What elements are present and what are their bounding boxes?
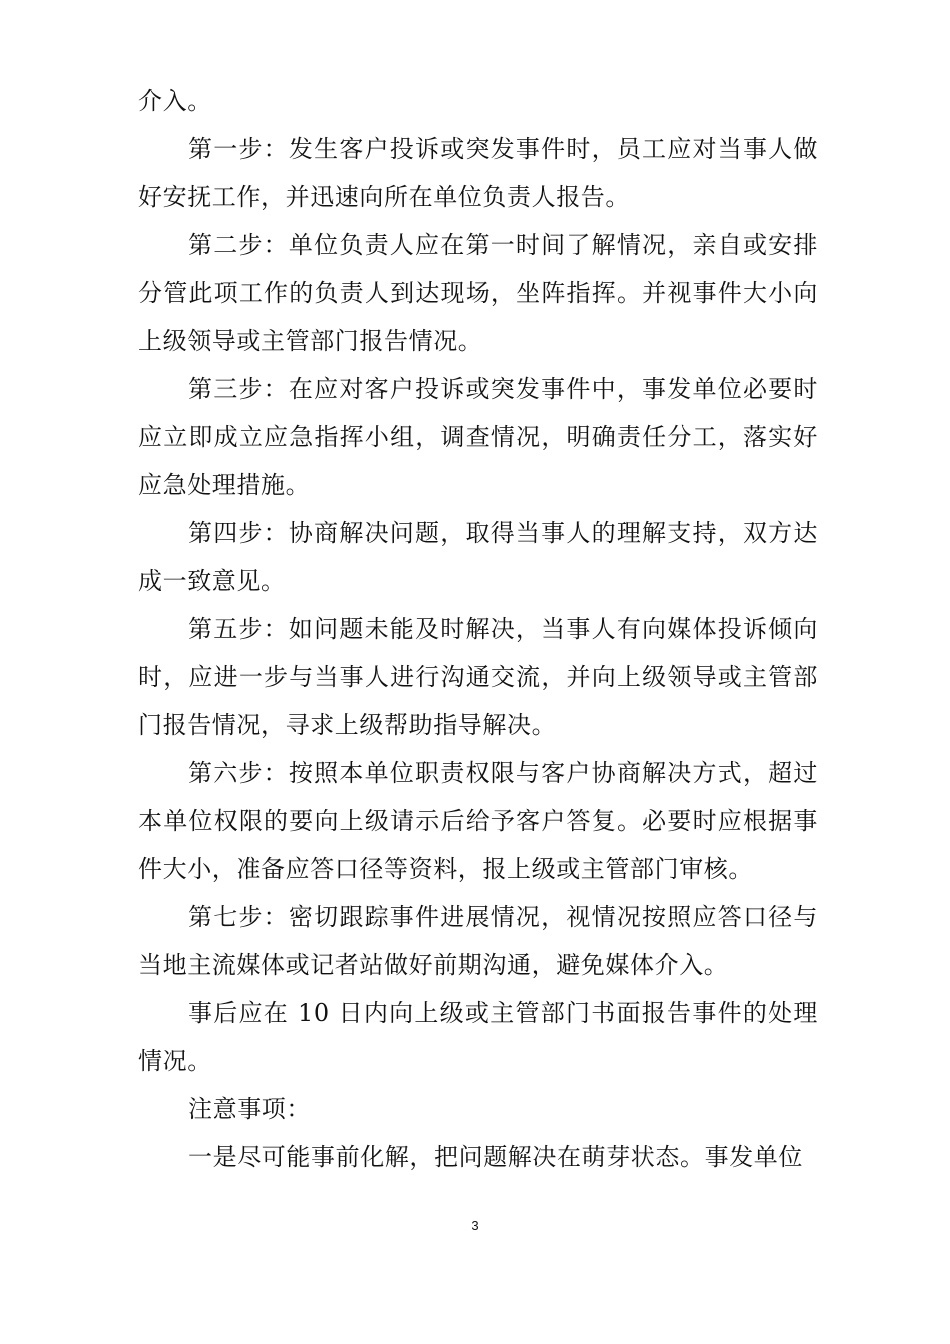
- document-body: [138, 77, 818, 1181]
- paragraph-followup-report: 事后应在 10 日内向上级或主管部门书面报告事件的处理情况。: [138, 999, 818, 1075]
- paragraph-continuation: 介入。: [138, 87, 212, 115]
- paragraph-notes-heading: 注意事项：: [188, 1095, 311, 1123]
- paragraph-note-1: 一是尽可能事前化解，把问题解决在萌芽状态。事发单位: [188, 1143, 803, 1171]
- paragraph-step-1: 第一步：发生客户投诉或突发事件时，员工应对当事人做好安抚工作，并迅速向所在单位负责人报告。: [138, 135, 818, 211]
- page-number: 3: [471, 1218, 479, 1233]
- paragraph-step-2: 第二步：单位负责人应在第一时间了解情况，亲自或安排分管此项工作的负责人到达现场，坐阵指挥。并视事件大小向上级领导或主管部门报告情况。: [138, 231, 818, 355]
- paragraph-step-4: 第四步：协商解决问题，取得当事人的理解支持，双方达成一致意见。: [138, 519, 818, 595]
- paragraph-step-3: 第三步：在应对客户投诉或突发事件中，事发单位必要时应立即成立应急指挥小组，调查情况，明确责任分工，落实好应急处理措施。: [138, 375, 818, 499]
- paragraph-step-5: 第五步：如问题未能及时解决，当事人有向媒体投诉倾向时，应进一步与当事人进行沟通交流，并向上级领导或主管部门报告情况，寻求上级帮助指导解决。: [138, 615, 818, 739]
- paragraph-step-7: 第七步：密切跟踪事件进展情况，视情况按照应答口径与当地主流媒体或记者站做好前期沟通，避免媒体介入。: [138, 903, 818, 979]
- paragraph-step-6: 第六步：按照本单位职责权限与客户协商解决方式，超过本单位权限的要向上级请示后给予客户答复。必要时应根据事件大小，准备应答口径等资料，报上级或主管部门审核。: [138, 759, 818, 883]
